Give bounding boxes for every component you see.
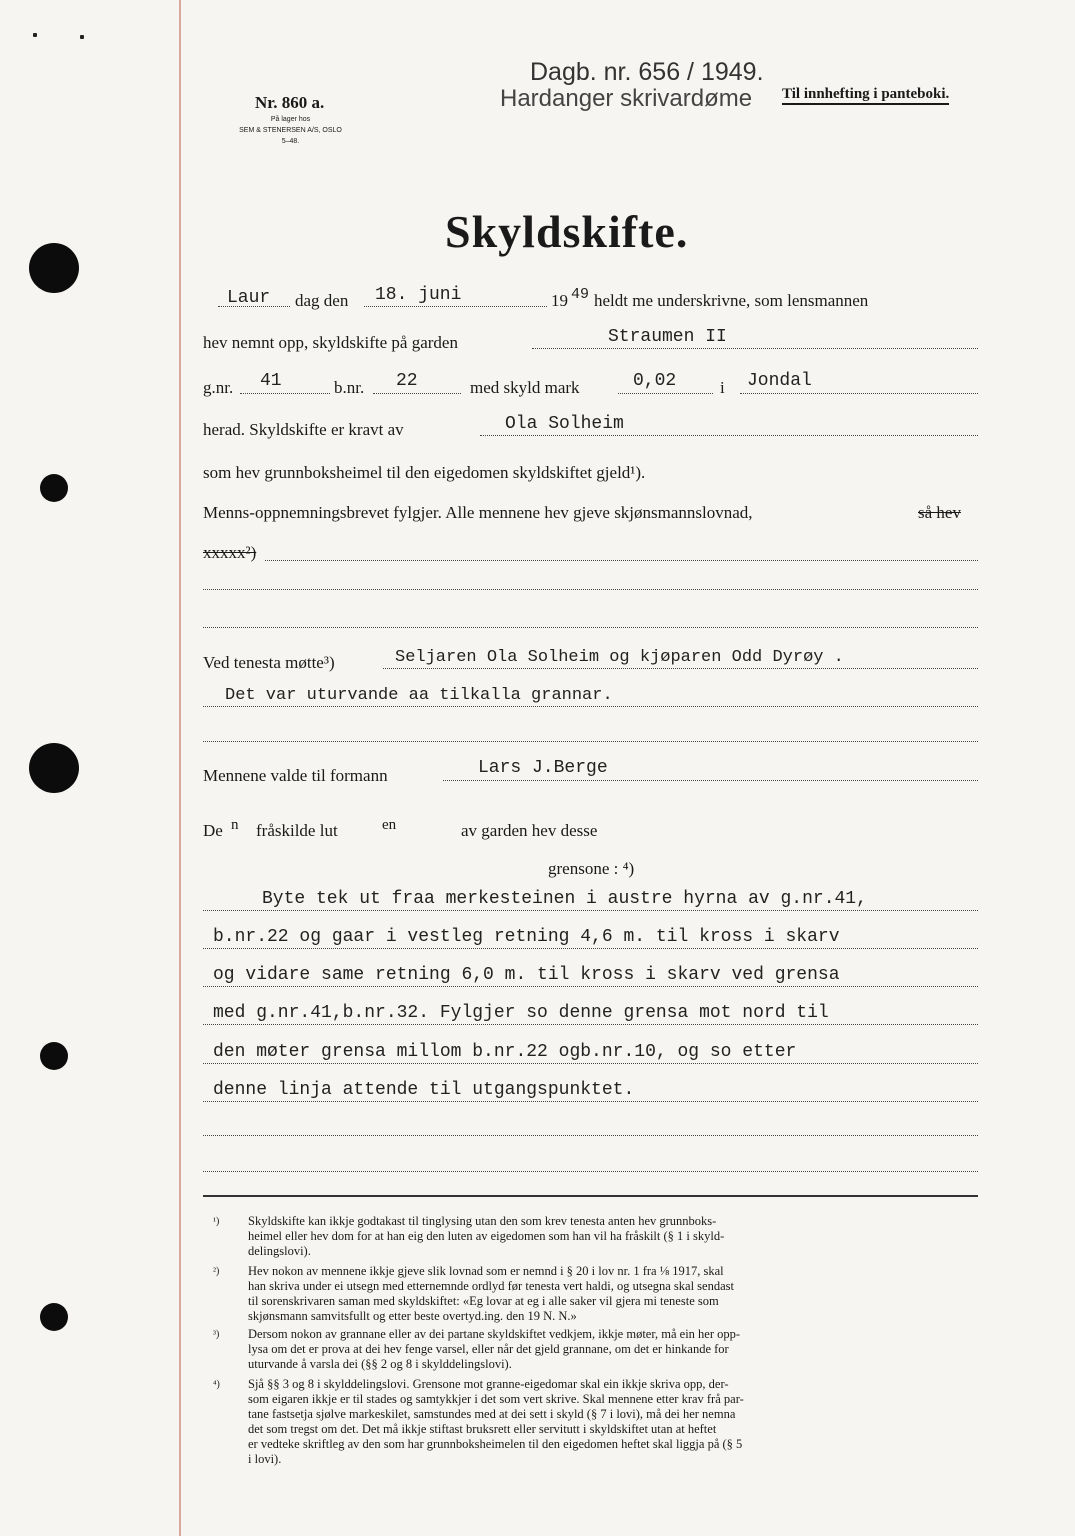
court-stamp: Hardanger skrivardøme xyxy=(500,85,753,112)
herad-value: Jondal xyxy=(747,371,812,391)
printer-line: På lager hos xyxy=(270,116,311,123)
blank-line xyxy=(203,740,978,742)
skyld-fill xyxy=(618,373,713,394)
day-fill xyxy=(218,286,290,307)
footnote-text: Dersom nokon av grannane eller av dei partane skyldskiftet vedkjem, ikkje møter, må ein her opp- lysa om det er prova at dei hev fenge varsel, eller når det gjeld grannane, om det er hinkande for uturvande å varsla dei (§§ 2 og 8 i skylddelingslovi). xyxy=(248,1327,741,1371)
blank-line xyxy=(203,705,978,707)
footnote-separator xyxy=(203,1195,978,1197)
boundary-rule xyxy=(203,947,978,949)
footnote-number: ⁴) xyxy=(213,1379,220,1390)
punch-hole xyxy=(29,743,79,793)
punch-hole xyxy=(40,1303,68,1331)
attendees-value-2: Det var uturvande aa tilkalla grannar. xyxy=(225,686,613,705)
margin-rule xyxy=(179,0,181,1536)
blank-line xyxy=(203,1170,978,1172)
blank-fill xyxy=(265,540,978,561)
footnote-number: ¹) xyxy=(213,1216,220,1227)
ownership-line: som hev grunnboksheimel til den eigedomen skyldskiftet gjeld¹). xyxy=(203,463,646,482)
i-label: i xyxy=(720,378,725,397)
attendees-value: Seljaren Ola Solheim og kjøparen Odd Dyrøy . xyxy=(395,648,844,667)
scan-speck xyxy=(33,33,37,37)
chairman-label: Mennene valde til formann xyxy=(203,766,388,785)
gnr-value: 41 xyxy=(260,371,282,391)
footnote-text: Sjå §§ 3 og 8 i skylddelingslovi. Grensone mot granne-eigedomar skal ein ikkje skriva opp, der- som eigaren ikkje er til stades og samtykkjer i det som vert skrive. Skal mennene etter krav frå par- tane fastsetja sjølve markeskilet, samstundes med at dei sett i skyld (§ 7 i lovi), må dei her nemna det som tregst om det. Det må ikkje stiftast bruksrett eller servitutt i skyldskiftet utan at heftet er vedteke skriftleg av den som har grunnboksheimelen til den eigedomen heftet skal liggja på (§ 5 i lovi). xyxy=(248,1377,744,1466)
boundary-line: og vidare same retning 6,0 m. til kross i skarv ved grensa xyxy=(213,965,840,985)
boundary-line: Byte tek ut fraa merkesteinen i austre hyrna av g.nr.41, xyxy=(262,889,867,909)
boundary-line: b.nr.22 og gaar i vestleg retning 4,6 m. til kross i skarv xyxy=(213,927,840,947)
year-prefix: 19 xyxy=(551,291,568,310)
chairman-value: Lars J.Berge xyxy=(478,758,608,778)
gnr-label: g.nr. xyxy=(203,378,234,397)
blank-line xyxy=(203,626,978,628)
boundary-rule xyxy=(203,909,978,911)
skyld-value: 0,02 xyxy=(633,371,677,391)
binding-note: Til innhefting i panteboki. xyxy=(782,86,949,105)
document-title: Skyldskifte. xyxy=(445,206,689,257)
farm-fill xyxy=(532,328,978,349)
date-fill xyxy=(364,286,547,307)
struck-text: så hev xyxy=(918,503,961,522)
footnote-number: ²) xyxy=(213,1266,220,1277)
herad-fill xyxy=(740,373,978,394)
printer-line: 5–48. xyxy=(281,138,300,145)
lut-suffix: en xyxy=(382,817,397,833)
grensone-label: grensone : ⁴) xyxy=(548,859,635,878)
gnr-fill xyxy=(240,373,330,394)
punch-hole xyxy=(40,474,68,502)
attendees-fill xyxy=(383,648,978,669)
garden-label: av garden hev desse xyxy=(461,821,598,840)
line1-text: heldt me underskrivne, som lensmannen xyxy=(594,291,869,310)
chairman-fill xyxy=(443,760,978,781)
farm-value: Straumen II xyxy=(608,327,727,347)
requester-fill xyxy=(480,415,978,436)
struck-text-2: xxxxx²) xyxy=(203,543,257,562)
blank-line xyxy=(203,588,978,590)
boundary-rule xyxy=(203,1062,978,1064)
boundary-rule xyxy=(203,985,978,987)
day-value: Laur xyxy=(227,288,271,308)
fraskilde-label: fråskilde lut xyxy=(256,821,338,840)
form-number: Nr. 860 a. xyxy=(255,93,325,112)
date-value: 18. juni xyxy=(375,285,462,305)
day-label: dag den xyxy=(295,291,349,310)
boundary-rule xyxy=(203,1023,978,1025)
de-suffix: n xyxy=(231,817,239,833)
boundary-line: med g.nr.41,b.nr.32. Fylgjer so denne grensa mot nord til xyxy=(213,1003,829,1023)
punch-hole xyxy=(29,243,79,293)
bnr-value: 22 xyxy=(396,371,418,391)
boundary-rule xyxy=(203,1100,978,1102)
skyld-label: med skyld mark xyxy=(470,378,580,397)
appointment-line: Menns-oppnemningsbrevet fylgjer. Alle mennene hev gjeve skjønsmannslovnad, xyxy=(203,503,753,522)
de-label: De xyxy=(203,821,223,840)
blank-line xyxy=(203,1134,978,1136)
punch-hole xyxy=(40,1042,68,1070)
footnote-number: ³) xyxy=(213,1329,220,1340)
footnote-text: Skyldskifte kan ikkje godtakast til tinglysing utan den som krev tenesta anten hev grunnboks- heimel eller hev dom for at han eig den luten av eigedomen som han vil ha fråskilt (§ 1 i skyld- delingslovi). xyxy=(248,1214,725,1258)
footnote-text: Hev nokon av mennene ikkje gjeve slik lovnad som er nemnd i § 20 i lov nr. 1 fra ⅛ 1917, skal han skriva under ei utsegn med etternemnde ordlyd før tenesta vert haldi, og utsegna skal sendast til sorenskrivaren saman med skyldskiftet: «Eg lovar at eg i alle saker vil gjera mi teneste som skjønsmann samvitsfullt og etter beste overtyd.ing. den 19 N. N.» xyxy=(248,1264,734,1323)
diary-number-stamp: Dagb. nr. 656 / 1949. xyxy=(530,58,764,86)
boundary-line: den møter grensa millom b.nr.22 ogb.nr.10, og so etter xyxy=(213,1042,797,1062)
farm-label: hev nemnt opp, skyldskifte på garden xyxy=(203,333,458,352)
requester-label: herad. Skyldskifte er kravt av xyxy=(203,420,404,439)
printer-imprint xyxy=(213,114,368,147)
bnr-label: b.nr. xyxy=(334,378,365,397)
attendees-label: Ved tenesta møtte³) xyxy=(203,653,335,672)
boundary-line: denne linja attende til utgangspunktet. xyxy=(213,1080,635,1100)
printer-line: SEM & STENERSEN A/S, OSLO xyxy=(239,127,342,134)
bnr-fill xyxy=(373,373,461,394)
scan-speck xyxy=(80,35,84,39)
requester-value: Ola Solheim xyxy=(505,414,624,434)
year-value: 49 xyxy=(571,286,590,303)
